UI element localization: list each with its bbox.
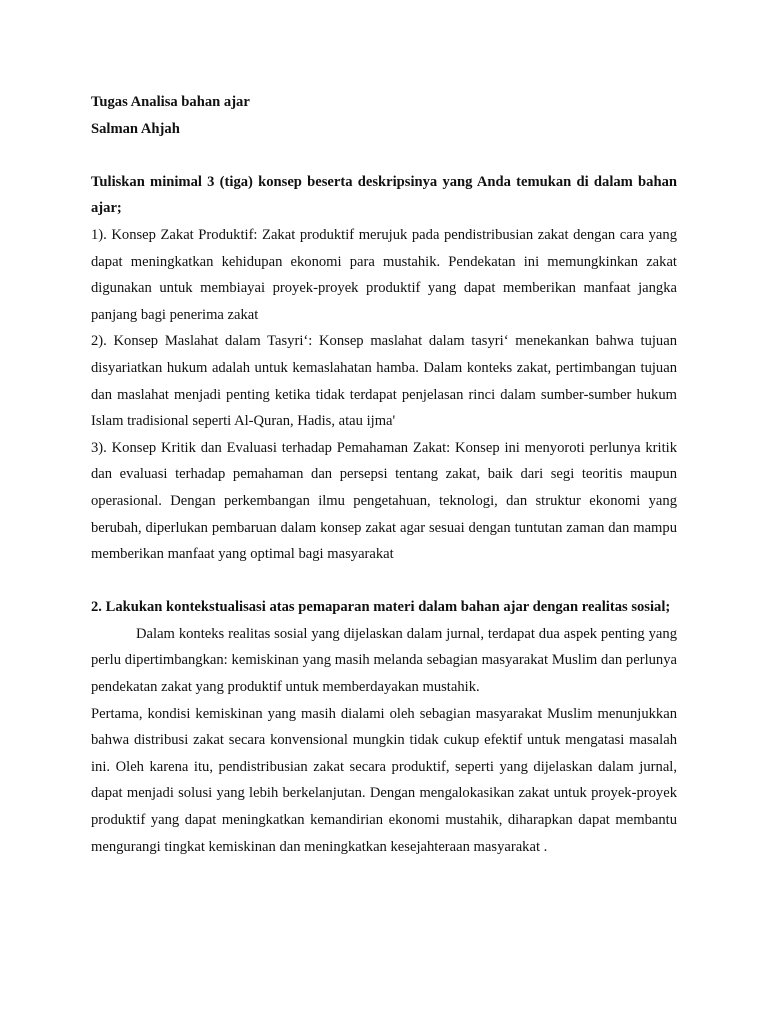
concept-item-2: 2). Konsep Maslahat dalam Tasyri‘: Konsep maslahat dalam tasyri‘ menekankan bahwa tujuan disyariatkan hukum adalah untuk kemaslahatan hamba. Dalam konteks zakat, pertimbangan tujuan dan maslahat menjadi penting ketika tidak terdapat penjelasan rinci dalam sumber-sumber hukum Islam tradisional seperti Al-Quran, Hadis, atau ijma' [91, 333, 677, 430]
context-paragraph-1: Dalam konteks realitas sosial yang dijelaskan dalam jurnal, terdapat dua aspek penting yang perlu dipertimbangkan: kemiskinan yang masih melanda sebagian masyarakat Muslim dan perlunya pendekatan zakat yang produktif untuk memberdayakan mustahik. [91, 625, 677, 696]
concept-item-3: 3). Konsep Kritik dan Evaluasi terhadap Pemahaman Zakat: Konsep ini menyoroti perlunya kritik dan evaluasi terhadap pemahaman dan persepsi tentang zakat, baik dari segi teoritis maupun operasional. Dengan perkembangan ilmu pengetahuan, teknologi, dan struktur ekonomi yang berubah, diperlukan pembaruan dalam konsep zakat agar sesuai dengan tuntutan zaman dan mampu memberikan manfaat yang optimal bagi masyarakat [91, 439, 677, 563]
question-1: Tuliskan minimal 3 (tiga) konsep beserta deskripsinya yang Anda temukan di dalam bahan ajar; [91, 173, 677, 217]
context-paragraph-2: Pertama, kondisi kemiskinan yang masih dialami oleh sebagian masyarakat Muslim menunjukkan bahwa distribusi zakat secara konvensional mungkin tidak cukup efektif untuk mengatasi masalah ini. Oleh karena itu, pendistribusian zakat secara produktif, seperti yang dijelaskan dalam jurnal, dapat menjadi solusi yang lebih berkelanjutan. Dengan mengalokasikan zakat untuk proyek-proyek produktif yang dapat meningkatkan kemandirian ekonomi mustahik, diharapkan dapat membantu mengurangi tingkat kemiskinan dan meningkatkan kesejahteraan masyarakat . [91, 705, 677, 855]
document-title: Tugas Analisa bahan ajar [91, 94, 250, 110]
document-body [91, 89, 677, 860]
question-2: 2. Lakukan kontekstualisasi atas pemaparan materi dalam bahan ajar dengan realitas sosial; [91, 599, 671, 616]
blank-line [91, 142, 677, 169]
author-name: Salman Ahjah [91, 120, 180, 137]
blank-line [91, 568, 677, 595]
concept-item-1: 1). Konsep Zakat Produktif: Zakat produktif merujuk pada pendistribusian zakat dengan cara yang dapat meningkatkan kehidupan ekonomi para mustahik. Pendekatan ini memungkinkan zakat digunakan untuk membiayai proyek-proyek produktif yang dapat memberikan manfaat jangka panjang bagi penerima zakat [91, 226, 677, 323]
